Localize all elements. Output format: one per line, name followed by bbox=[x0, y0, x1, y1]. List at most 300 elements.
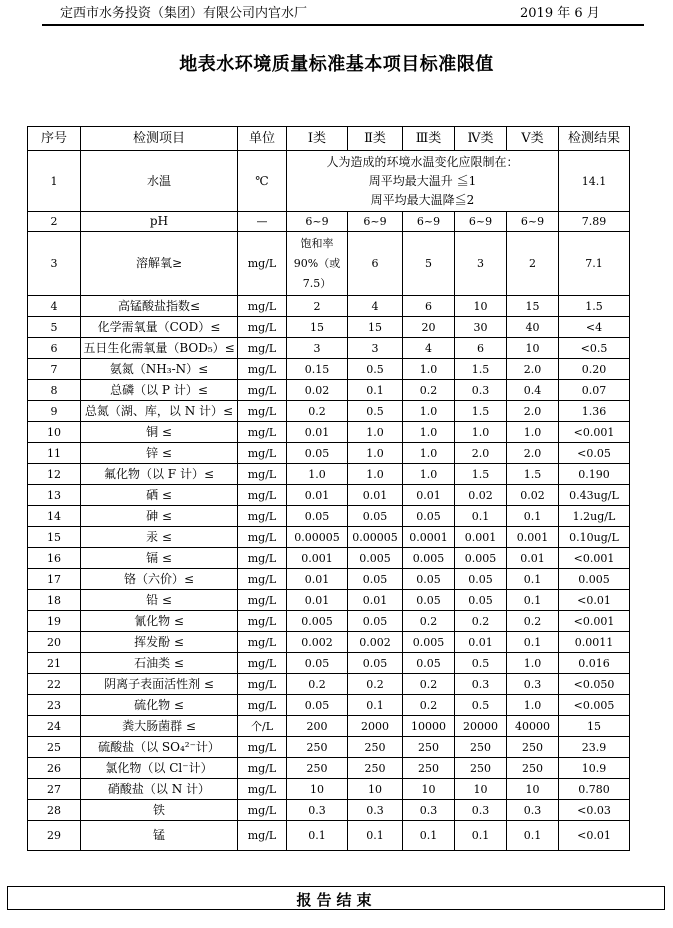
company-name: 定西市水务投资（集团）有限公司内官水厂 bbox=[60, 6, 308, 21]
row-class-1: 0.01 bbox=[287, 590, 348, 611]
table-row bbox=[28, 779, 630, 800]
row-class-5: 0.1 bbox=[507, 590, 559, 611]
row-result: <4 bbox=[559, 317, 630, 338]
row-class-4: 2.0 bbox=[455, 443, 507, 464]
row-result: 0.005 bbox=[559, 569, 630, 590]
row-unit: 个/L bbox=[238, 716, 287, 737]
row-class-5: 0.4 bbox=[507, 380, 559, 401]
row-result: 1.5 bbox=[559, 296, 630, 317]
row-result: <0.001 bbox=[559, 422, 630, 443]
row-class-4: 250 bbox=[455, 737, 507, 758]
row-no: 22 bbox=[28, 674, 81, 695]
row-no: 6 bbox=[28, 338, 81, 359]
row-item: 锌 ≤ bbox=[81, 443, 238, 464]
row-class-3: 4 bbox=[403, 338, 455, 359]
row-no: 2 bbox=[28, 212, 81, 232]
row-class-5: 250 bbox=[507, 737, 559, 758]
row-class-4: 0.1 bbox=[455, 821, 507, 851]
row-class-1: 0.1 bbox=[287, 821, 348, 851]
row-class-3: 6 bbox=[403, 296, 455, 317]
row-class-4: 6 bbox=[455, 338, 507, 359]
note-line: 周平均最大温降≦2 bbox=[370, 192, 475, 207]
row-class-2: 250 bbox=[348, 758, 403, 779]
row-class-5: 0.2 bbox=[507, 611, 559, 632]
note-line: 人为造成的环境水温变化应限制在： bbox=[326, 154, 519, 169]
row-item: 氯化物（以 Cl⁻计） bbox=[81, 758, 238, 779]
row-class-2: 0.1 bbox=[348, 380, 403, 401]
row-class-4: 0.5 bbox=[455, 695, 507, 716]
report-date: 2019 年 6 月 bbox=[520, 6, 600, 21]
row-no: 10 bbox=[28, 422, 81, 443]
row-unit: mg/L bbox=[238, 695, 287, 716]
row-class-4: 0.1 bbox=[455, 506, 507, 527]
row-class-2: 0.005 bbox=[348, 548, 403, 569]
row-class-2: 0.2 bbox=[348, 674, 403, 695]
col-header-class-4: Ⅳ类 bbox=[455, 127, 507, 151]
row-class-5: 10 bbox=[507, 338, 559, 359]
row-no: 28 bbox=[28, 800, 81, 821]
row-class-3: 20 bbox=[403, 317, 455, 338]
col-header-class-5: Ⅴ类 bbox=[507, 127, 559, 151]
row-class-2: 6 bbox=[348, 232, 403, 296]
row-class-2: 0.3 bbox=[348, 800, 403, 821]
water-temperature-note bbox=[287, 151, 559, 212]
table-row bbox=[28, 212, 630, 232]
table-row bbox=[28, 338, 630, 359]
row-item: 氟化物（以 F 计）≤ bbox=[81, 464, 238, 485]
row-class-4: 0.3 bbox=[455, 800, 507, 821]
row-item: 总氮（湖、库，以 N 计）≤ bbox=[81, 401, 238, 422]
row-class-3: 250 bbox=[403, 737, 455, 758]
row-item: 锰 bbox=[81, 821, 238, 851]
row-no: 17 bbox=[28, 569, 81, 590]
row-class-5: 0.001 bbox=[507, 527, 559, 548]
row-class-4: 10 bbox=[455, 296, 507, 317]
row-class-5: 0.1 bbox=[507, 506, 559, 527]
row-class-4: 0.05 bbox=[455, 569, 507, 590]
row-class-5: 2.0 bbox=[507, 401, 559, 422]
row-class-1: 0.2 bbox=[287, 674, 348, 695]
table-row bbox=[28, 422, 630, 443]
row-class-3: 0.005 bbox=[403, 632, 455, 653]
row-class-1: 饱和率90%（或7.5） bbox=[287, 232, 348, 296]
row-item: 硝酸盐（以 N 计） bbox=[81, 779, 238, 800]
row-no: 15 bbox=[28, 527, 81, 548]
row-class-1: 0.005 bbox=[287, 611, 348, 632]
row-class-3: 0.0001 bbox=[403, 527, 455, 548]
standard-limits-table bbox=[27, 126, 630, 851]
row-class-4: 1.5 bbox=[455, 359, 507, 380]
row-class-2: 0.05 bbox=[348, 506, 403, 527]
row-unit: mg/L bbox=[238, 359, 287, 380]
header-rule bbox=[42, 24, 644, 26]
row-class-5: 1.0 bbox=[507, 695, 559, 716]
row-class-2: 2000 bbox=[348, 716, 403, 737]
row-class-3: 0.01 bbox=[403, 485, 455, 506]
row-no: 4 bbox=[28, 296, 81, 317]
row-class-2: 0.5 bbox=[348, 401, 403, 422]
row-item: 阴离子表面活性剂 ≤ bbox=[81, 674, 238, 695]
row-no: 8 bbox=[28, 380, 81, 401]
row-item: pH bbox=[81, 212, 238, 232]
col-header-item: 检测项目 bbox=[81, 127, 238, 151]
row-item: 硫酸盐（以 SO₄²⁻计） bbox=[81, 737, 238, 758]
row-unit: mg/L bbox=[238, 296, 287, 317]
row-unit: — bbox=[238, 212, 287, 232]
row-result: <0.05 bbox=[559, 443, 630, 464]
row-unit: mg/L bbox=[238, 800, 287, 821]
row-no: 7 bbox=[28, 359, 81, 380]
row-class-3: 0.005 bbox=[403, 548, 455, 569]
row-class-4: 1.5 bbox=[455, 464, 507, 485]
table-row bbox=[28, 485, 630, 506]
row-no: 23 bbox=[28, 695, 81, 716]
row-class-1: 10 bbox=[287, 779, 348, 800]
row-class-5: 40 bbox=[507, 317, 559, 338]
row-no: 26 bbox=[28, 758, 81, 779]
row-no: 16 bbox=[28, 548, 81, 569]
row-class-5: 0.02 bbox=[507, 485, 559, 506]
table-row bbox=[28, 464, 630, 485]
row-result: 0.10ug/L bbox=[559, 527, 630, 548]
row-class-5: 0.1 bbox=[507, 821, 559, 851]
row-result: <0.5 bbox=[559, 338, 630, 359]
row-result: <0.050 bbox=[559, 674, 630, 695]
table-row bbox=[28, 527, 630, 548]
row-class-1: 250 bbox=[287, 758, 348, 779]
row-item: 水温 bbox=[81, 151, 238, 212]
row-unit: mg/L bbox=[238, 464, 287, 485]
row-no: 1 bbox=[28, 151, 81, 212]
row-result: 0.07 bbox=[559, 380, 630, 401]
row-result: 1.36 bbox=[559, 401, 630, 422]
row-result: 7.1 bbox=[559, 232, 630, 296]
table-row bbox=[28, 506, 630, 527]
report-end-text: 报告结束 bbox=[296, 891, 377, 909]
row-class-2: 0.00005 bbox=[348, 527, 403, 548]
row-no: 18 bbox=[28, 590, 81, 611]
row-class-2: 0.002 bbox=[348, 632, 403, 653]
table-row bbox=[28, 653, 630, 674]
row-class-1: 2 bbox=[287, 296, 348, 317]
row-unit: mg/L bbox=[238, 338, 287, 359]
row-class-1: 6~9 bbox=[287, 212, 348, 232]
row-item: 总磷（以 P 计）≤ bbox=[81, 380, 238, 401]
row-unit: mg/L bbox=[238, 611, 287, 632]
row-result: <0.001 bbox=[559, 611, 630, 632]
row-class-1: 0.05 bbox=[287, 506, 348, 527]
row-unit: mg/L bbox=[238, 674, 287, 695]
row-unit: mg/L bbox=[238, 401, 287, 422]
row-class-3: 1.0 bbox=[403, 422, 455, 443]
row-result: 10.9 bbox=[559, 758, 630, 779]
row-item: 铁 bbox=[81, 800, 238, 821]
row-class-1: 0.02 bbox=[287, 380, 348, 401]
row-class-5: 0.3 bbox=[507, 674, 559, 695]
row-unit: mg/L bbox=[238, 737, 287, 758]
row-class-3: 250 bbox=[403, 758, 455, 779]
row-class-3: 0.2 bbox=[403, 674, 455, 695]
row-class-1: 0.05 bbox=[287, 695, 348, 716]
row-item: 高锰酸盐指数≤ bbox=[81, 296, 238, 317]
row-class-3: 0.3 bbox=[403, 800, 455, 821]
row-class-2: 6~9 bbox=[348, 212, 403, 232]
row-class-4: 6~9 bbox=[455, 212, 507, 232]
row-item: 五日生化需氧量（BOD₅）≤ bbox=[81, 338, 238, 359]
table-row bbox=[28, 716, 630, 737]
col-header-class-3: Ⅲ类 bbox=[403, 127, 455, 151]
row-item: 硫化物 ≤ bbox=[81, 695, 238, 716]
row-result: 15 bbox=[559, 716, 630, 737]
row-class-5: 0.1 bbox=[507, 632, 559, 653]
table-row bbox=[28, 800, 630, 821]
row-unit: mg/L bbox=[238, 569, 287, 590]
row-item: 石油类 ≤ bbox=[81, 653, 238, 674]
row-class-2: 0.01 bbox=[348, 485, 403, 506]
row-class-5: 1.5 bbox=[507, 464, 559, 485]
row-class-1: 0.001 bbox=[287, 548, 348, 569]
row-class-1: 0.01 bbox=[287, 569, 348, 590]
row-result: 0.20 bbox=[559, 359, 630, 380]
row-no: 3 bbox=[28, 232, 81, 296]
row-class-1: 1.0 bbox=[287, 464, 348, 485]
row-no: 11 bbox=[28, 443, 81, 464]
row-unit: mg/L bbox=[238, 548, 287, 569]
table-row bbox=[28, 590, 630, 611]
row-class-1: 0.3 bbox=[287, 800, 348, 821]
row-class-3: 1.0 bbox=[403, 443, 455, 464]
row-no: 14 bbox=[28, 506, 81, 527]
table-row bbox=[28, 674, 630, 695]
row-item: 铜 ≤ bbox=[81, 422, 238, 443]
row-class-2: 3 bbox=[348, 338, 403, 359]
row-unit: mg/L bbox=[238, 422, 287, 443]
row-class-2: 0.01 bbox=[348, 590, 403, 611]
row-class-4: 0.01 bbox=[455, 632, 507, 653]
row-result: 23.9 bbox=[559, 737, 630, 758]
row-class-2: 0.1 bbox=[348, 821, 403, 851]
row-class-1: 250 bbox=[287, 737, 348, 758]
row-result: 0.43ug/L bbox=[559, 485, 630, 506]
row-class-3: 1.0 bbox=[403, 464, 455, 485]
row-class-4: 0.005 bbox=[455, 548, 507, 569]
row-unit: mg/L bbox=[238, 443, 287, 464]
row-unit: mg/L bbox=[238, 317, 287, 338]
row-class-2: 250 bbox=[348, 737, 403, 758]
row-class-3: 0.05 bbox=[403, 590, 455, 611]
row-class-5: 1.0 bbox=[507, 422, 559, 443]
table-row bbox=[28, 548, 630, 569]
row-result: <0.01 bbox=[559, 821, 630, 851]
table-row bbox=[28, 380, 630, 401]
row-unit: mg/L bbox=[238, 380, 287, 401]
row-class-5: 250 bbox=[507, 758, 559, 779]
row-class-2: 1.0 bbox=[348, 464, 403, 485]
row-item: 氰化物 ≤ bbox=[81, 611, 238, 632]
table-row bbox=[28, 401, 630, 422]
table-header-row bbox=[28, 127, 630, 151]
row-class-1: 3 bbox=[287, 338, 348, 359]
row-class-3: 1.0 bbox=[403, 401, 455, 422]
row-class-1: 0.002 bbox=[287, 632, 348, 653]
row-item: 氨氮（NH₃-N）≤ bbox=[81, 359, 238, 380]
row-class-3: 10000 bbox=[403, 716, 455, 737]
row-class-2: 15 bbox=[348, 317, 403, 338]
row-no: 24 bbox=[28, 716, 81, 737]
row-class-2: 10 bbox=[348, 779, 403, 800]
row-class-3: 6~9 bbox=[403, 212, 455, 232]
row-class-2: 0.05 bbox=[348, 653, 403, 674]
row-no: 13 bbox=[28, 485, 81, 506]
row-class-3: 0.2 bbox=[403, 695, 455, 716]
row-class-5: 0.1 bbox=[507, 569, 559, 590]
row-unit: mg/L bbox=[238, 527, 287, 548]
row-class-2: 0.05 bbox=[348, 611, 403, 632]
row-unit: ℃ bbox=[238, 151, 287, 212]
row-class-3: 0.1 bbox=[403, 821, 455, 851]
row-class-5: 1.0 bbox=[507, 653, 559, 674]
table-row bbox=[28, 232, 630, 296]
row-class-1: 0.01 bbox=[287, 422, 348, 443]
row-class-3: 1.0 bbox=[403, 359, 455, 380]
row-result: <0.01 bbox=[559, 590, 630, 611]
row-result: <0.03 bbox=[559, 800, 630, 821]
row-no: 29 bbox=[28, 821, 81, 851]
row-result: 7.89 bbox=[559, 212, 630, 232]
row-class-3: 10 bbox=[403, 779, 455, 800]
row-class-1: 0.05 bbox=[287, 443, 348, 464]
row-class-1: 0.01 bbox=[287, 485, 348, 506]
row-class-4: 0.02 bbox=[455, 485, 507, 506]
table-row bbox=[28, 821, 630, 851]
col-header-no: 序号 bbox=[28, 127, 81, 151]
row-unit: mg/L bbox=[238, 590, 287, 611]
row-class-2: 0.5 bbox=[348, 359, 403, 380]
row-class-4: 250 bbox=[455, 758, 507, 779]
table-row bbox=[28, 737, 630, 758]
row-class-4: 20000 bbox=[455, 716, 507, 737]
row-item: 铬（六价）≤ bbox=[81, 569, 238, 590]
row-unit: mg/L bbox=[238, 506, 287, 527]
row-class-3: 0.2 bbox=[403, 611, 455, 632]
col-header-class-2: Ⅱ类 bbox=[348, 127, 403, 151]
row-no: 20 bbox=[28, 632, 81, 653]
table-row bbox=[28, 317, 630, 338]
row-class-4: 0.2 bbox=[455, 611, 507, 632]
row-class-5: 2.0 bbox=[507, 359, 559, 380]
row-unit: mg/L bbox=[238, 485, 287, 506]
row-item: 溶解氧≥ bbox=[81, 232, 238, 296]
row-class-4: 3 bbox=[455, 232, 507, 296]
row-item: 粪大肠菌群 ≤ bbox=[81, 716, 238, 737]
table-row bbox=[28, 151, 630, 212]
row-class-4: 0.05 bbox=[455, 590, 507, 611]
row-class-2: 1.0 bbox=[348, 443, 403, 464]
row-no: 27 bbox=[28, 779, 81, 800]
row-class-2: 0.1 bbox=[348, 695, 403, 716]
row-class-3: 0.2 bbox=[403, 380, 455, 401]
table-row bbox=[28, 296, 630, 317]
row-result: <0.001 bbox=[559, 548, 630, 569]
col-header-unit: 单位 bbox=[238, 127, 287, 151]
row-item: 挥发酚 ≤ bbox=[81, 632, 238, 653]
row-class-4: 0.3 bbox=[455, 380, 507, 401]
row-result: <0.005 bbox=[559, 695, 630, 716]
row-class-4: 0.5 bbox=[455, 653, 507, 674]
table-row bbox=[28, 443, 630, 464]
row-class-2: 0.05 bbox=[348, 569, 403, 590]
row-result: 1.2ug/L bbox=[559, 506, 630, 527]
row-unit: mg/L bbox=[238, 653, 287, 674]
row-result: 0.190 bbox=[559, 464, 630, 485]
row-no: 19 bbox=[28, 611, 81, 632]
row-class-5: 2 bbox=[507, 232, 559, 296]
col-header-result: 检测结果 bbox=[559, 127, 630, 151]
row-result: 0.0011 bbox=[559, 632, 630, 653]
row-class-5: 6~9 bbox=[507, 212, 559, 232]
row-class-5: 15 bbox=[507, 296, 559, 317]
row-item: 汞 ≤ bbox=[81, 527, 238, 548]
row-class-4: 30 bbox=[455, 317, 507, 338]
row-item: 镉 ≤ bbox=[81, 548, 238, 569]
table-row bbox=[28, 632, 630, 653]
row-class-4: 0.3 bbox=[455, 674, 507, 695]
row-no: 9 bbox=[28, 401, 81, 422]
row-class-2: 1.0 bbox=[348, 422, 403, 443]
row-class-3: 0.05 bbox=[403, 653, 455, 674]
row-class-1: 0.2 bbox=[287, 401, 348, 422]
table-row bbox=[28, 695, 630, 716]
row-item: 硒 ≤ bbox=[81, 485, 238, 506]
row-class-1: 200 bbox=[287, 716, 348, 737]
row-class-4: 0.001 bbox=[455, 527, 507, 548]
row-no: 12 bbox=[28, 464, 81, 485]
row-unit: mg/L bbox=[238, 232, 287, 296]
row-class-3: 5 bbox=[403, 232, 455, 296]
row-result: 14.1 bbox=[559, 151, 630, 212]
row-unit: mg/L bbox=[238, 779, 287, 800]
note-line: 周平均最大温升 ≦1 bbox=[368, 173, 477, 188]
row-unit: mg/L bbox=[238, 821, 287, 851]
row-class-4: 1.5 bbox=[455, 401, 507, 422]
row-class-3: 0.05 bbox=[403, 506, 455, 527]
row-class-5: 0.3 bbox=[507, 800, 559, 821]
table-row bbox=[28, 359, 630, 380]
row-no: 25 bbox=[28, 737, 81, 758]
row-class-1: 0.00005 bbox=[287, 527, 348, 548]
row-unit: mg/L bbox=[238, 632, 287, 653]
row-class-1: 0.05 bbox=[287, 653, 348, 674]
row-class-4: 1.0 bbox=[455, 422, 507, 443]
table-row bbox=[28, 611, 630, 632]
row-unit: mg/L bbox=[238, 758, 287, 779]
row-class-3: 0.05 bbox=[403, 569, 455, 590]
row-result: 0.780 bbox=[559, 779, 630, 800]
row-class-5: 2.0 bbox=[507, 443, 559, 464]
row-class-1: 0.15 bbox=[287, 359, 348, 380]
row-item: 铅 ≤ bbox=[81, 590, 238, 611]
row-class-5: 40000 bbox=[507, 716, 559, 737]
row-class-5: 0.01 bbox=[507, 548, 559, 569]
table-row bbox=[28, 569, 630, 590]
row-no: 5 bbox=[28, 317, 81, 338]
row-item: 化学需氧量（COD）≤ bbox=[81, 317, 238, 338]
row-class-1: 15 bbox=[287, 317, 348, 338]
table-row bbox=[28, 758, 630, 779]
row-no: 21 bbox=[28, 653, 81, 674]
row-class-2: 4 bbox=[348, 296, 403, 317]
row-class-5: 10 bbox=[507, 779, 559, 800]
